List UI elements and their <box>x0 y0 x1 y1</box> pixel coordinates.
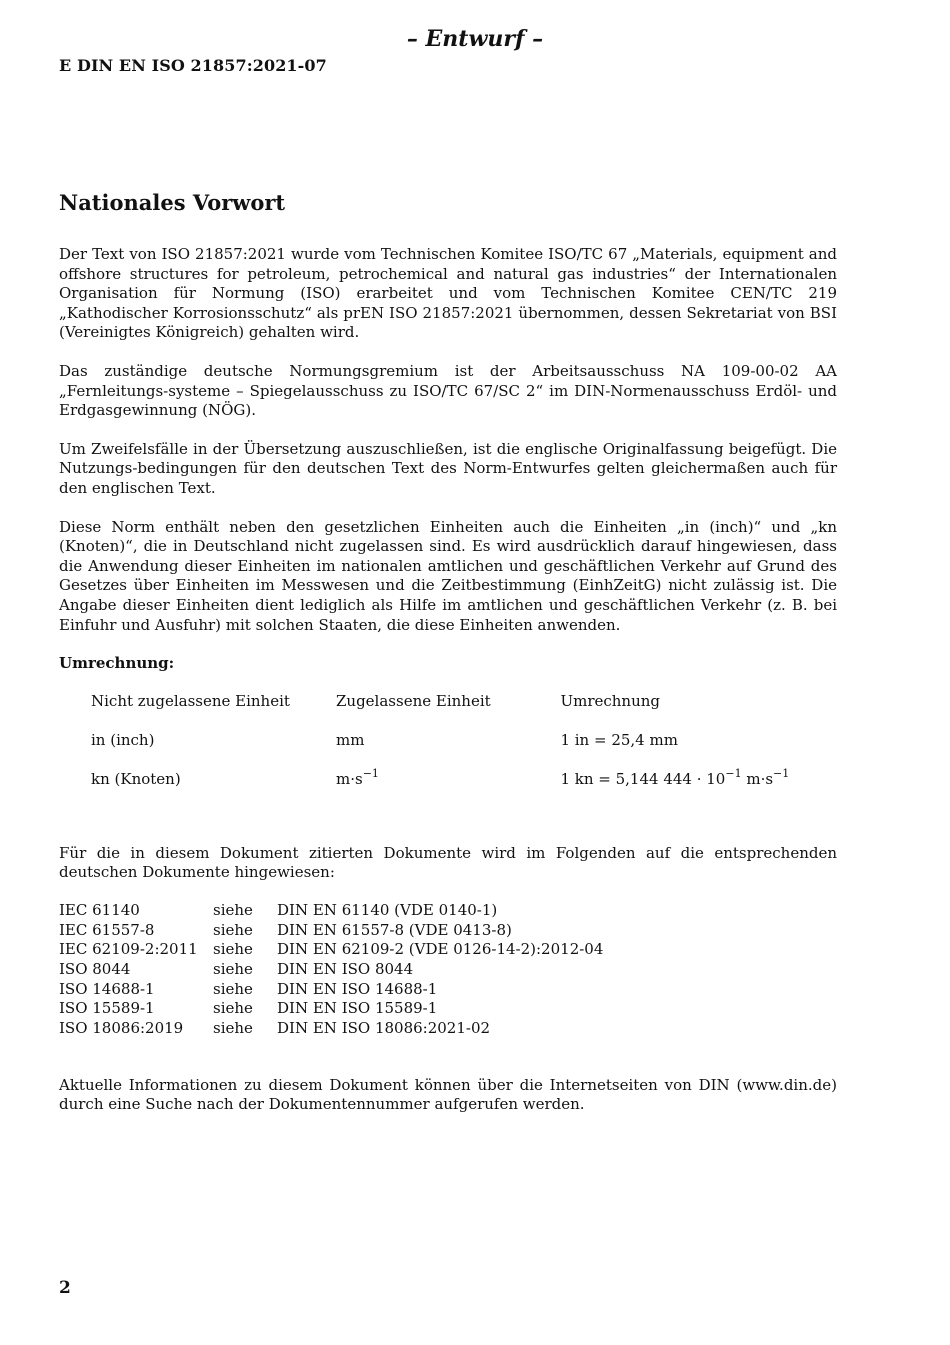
formula-cell: 1 in = 25,4 mm <box>560 730 678 749</box>
unit-cell: in (inch) <box>91 730 155 749</box>
paragraph: Der Text von ISO 21857:2021 wurde vom Technischen Komitee ISO/TC 67 „Materials, equipment and offshore structures for petroleum, petrochemical and natural gas industries“ der Internationalen Organisation für Normung (ISO) erarbeitet und vom Technischen Komitee CEN/TC 219 „Kathodischer Korrosionsschutz“ als prEN ISO 21857:2021 übernommen, dessen Sekretariat von BSI (Vereinigtes Königreich) gehalten wird. <box>59 245 837 342</box>
table-row: ISO 15589-1 siehe DIN EN ISO 15589-1 <box>59 999 438 1018</box>
conversion-heading: Umrechnung: <box>59 654 175 673</box>
info-paragraph: Aktuelle Informationen zu diesem Dokument können über die Internetseiten von DIN (www.din.de) durch eine Suche nach der Dokumentennummer aufgerufen werden. <box>59 1075 837 1114</box>
paragraph: Um Zweifelsfälle in der Übersetzung auszuschließen, ist die englische Originalfassung beigefügt. Die Nutzungs-bedingungen für den deutschen Text des Norm-Entwurfes gelten gleichermaßen auch für den englischen Text. <box>59 439 837 497</box>
conversion-table <box>91 691 837 808</box>
table-row: IEC 62109-2:2011 siehe DIN EN 62109-2 (VDE 0126-14-2):2012-04 <box>59 940 604 959</box>
column-header: Umrechnung <box>560 691 661 710</box>
draft-label: – Entwurf – <box>406 26 544 52</box>
table-row <box>91 769 837 808</box>
si-unit-cell: mm <box>336 730 365 749</box>
foreword-section <box>59 188 837 1134</box>
table-header-row <box>91 691 837 730</box>
formula-cell: 1 kn = 5,144 $444 \cdot 10^{-1}$ $m\cdot s^{-1}$ <box>560 766 790 788</box>
column-header: Zugelassene Einheit <box>336 691 491 710</box>
paragraph: Das zuständige deutsche Normungsgremium ist der Arbeitsausschuss NA 109-00-02 AA „Fernleitungs-systeme – Spiegelausschuss zu ISO/TC 67/SC 2“ im DIN-Normenausschuss Erdöl- und Erdgasgewinnung (NÖG). <box>59 361 837 420</box>
references-intro: Für die in diesem Dokument zitierten Dokumente wird im Folgenden auf die entsprechenden deutschen Dokumente hingewiesen: <box>59 843 837 882</box>
si-unit-cell: $m\cdot s^{-1}$ <box>336 766 379 788</box>
column-header: Nicht zugelassene Einheit <box>91 691 290 710</box>
table-row: ISO 8044 siehe DIN EN ISO 8044 <box>59 959 414 978</box>
table-row: ISO 18086:2019 siehe DIN EN ISO 18086:2021-02 <box>59 1019 491 1038</box>
table-row: IEC 61140 siehe DIN EN 61140 (VDE 0140-1) <box>59 900 498 919</box>
document-id: E DIN EN ISO 21857:2021-07 <box>59 56 327 75</box>
table-row: ISO 14688-1 siehe DIN EN ISO 14688-1 <box>59 979 438 998</box>
unit-cell: kn (Knoten) <box>91 769 181 788</box>
page-number: 2 <box>59 1278 71 1298</box>
table-row: IEC 61557-8 siehe DIN EN 61557-8 (VDE 0413-8) <box>59 920 512 939</box>
section-title: Nationales Vorwort <box>59 190 286 215</box>
table-row <box>91 730 837 769</box>
paragraph: Diese Norm enthält neben den gesetzlichen Einheiten auch die Einheiten „in (inch)“ und „kn (Knoten)“, die in Deutschland nicht zugelassen sind. Es wird ausdrücklich darauf hingewiesen, dass die Anwendung dieser Einheiten im nationalen amtlichen und geschäftlichen Verkehr auf Grund des Gesetzes über Einheiten im Messwesen und die Zeitbestimmung (EinhZeitG) nicht zulässig ist. Die Angabe dieser Einheiten dient lediglich als Hilfe im amtlichen und geschäftlichen Verkehr (z. B. bei Einfuhr und Ausfuhr) mit solchen Staaten, die diese Einheiten anwenden. <box>59 517 837 634</box>
references-table <box>59 901 603 1039</box>
